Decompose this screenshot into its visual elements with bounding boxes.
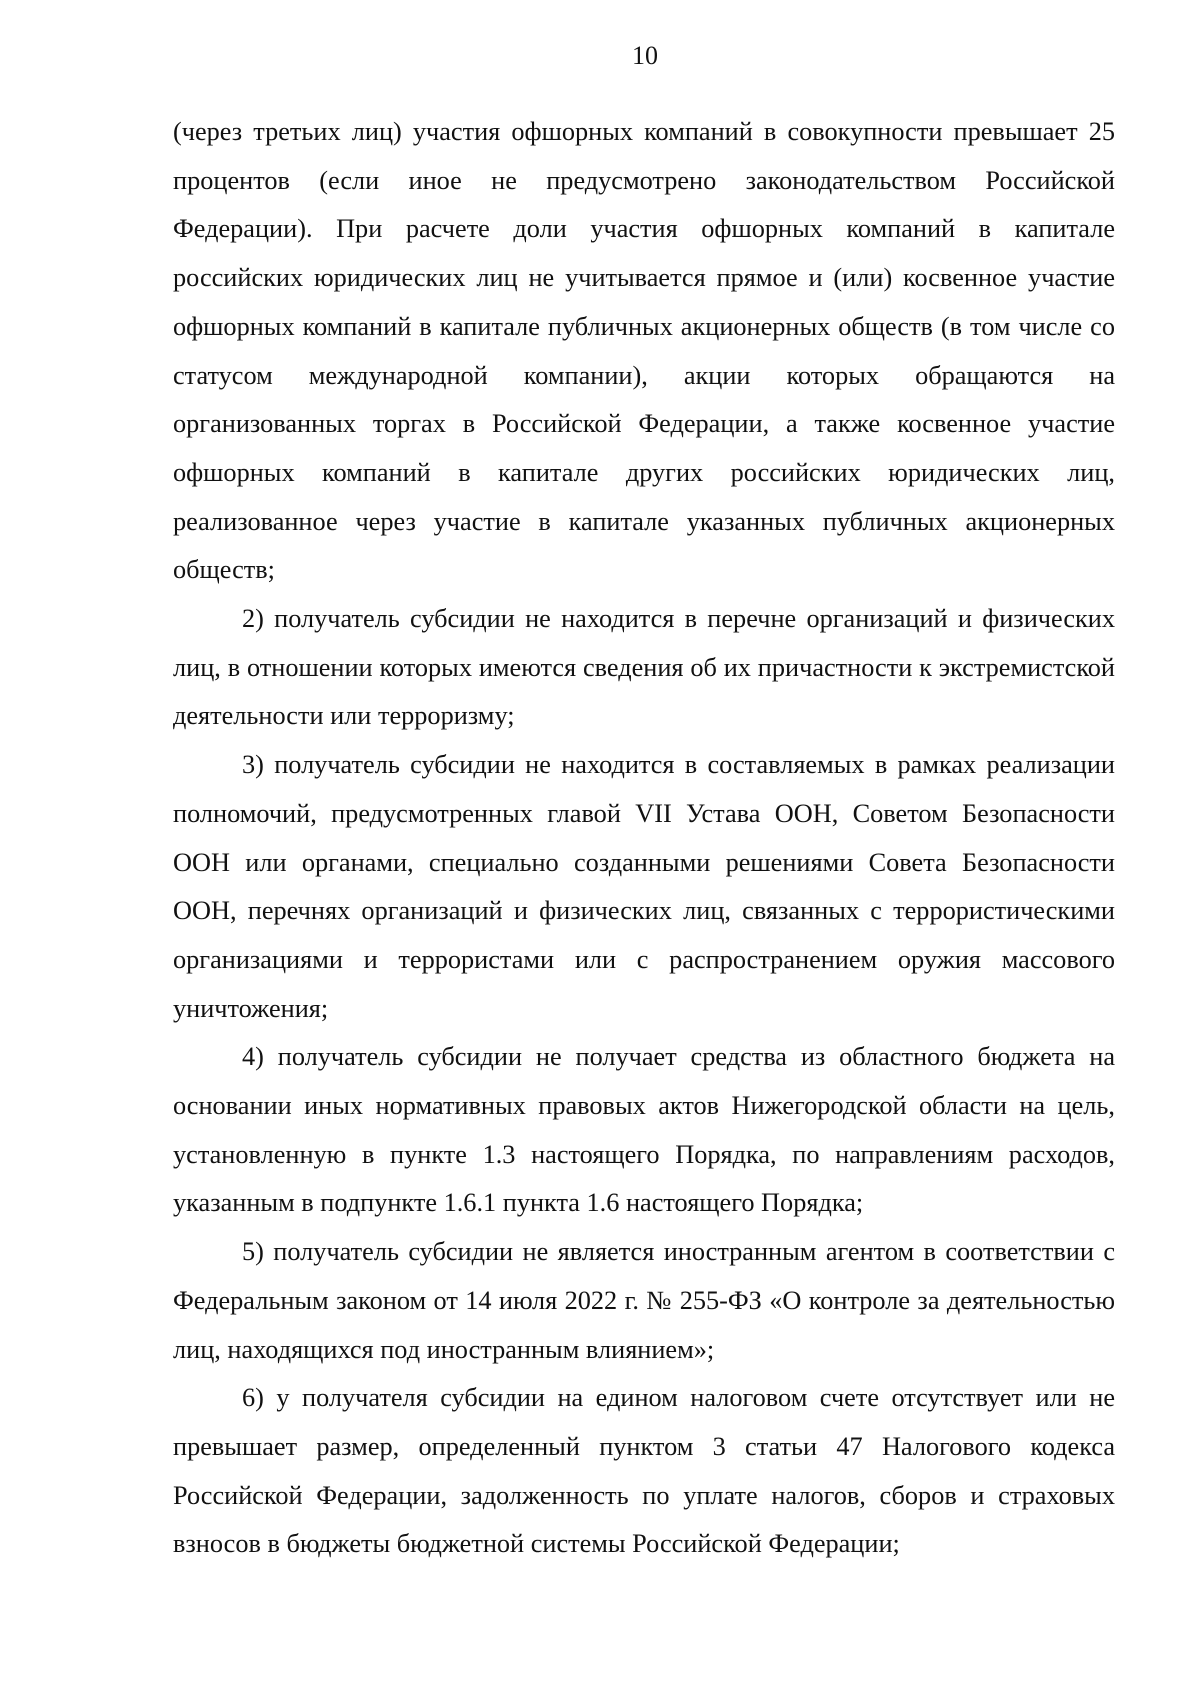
list-item-6: 6) у получателя субсидии на едином налоговом счете отсутствует или не превышает размер, определенный пунктом 3 статьи 47 Налогового кодекса Российской Федерации, задолженность по уплате налогов, сборов и страховых взносов в бюджеты бюджетной системы Российской Федерации; xyxy=(173,1383,1115,1559)
list-item-3: 3) получатель субсидии не находится в составляемых в рамках реализации полномочий, предусмотренных главой VII Устава ООН, Советом Безопасности ООН или органами, специально созданными решениями Совета Безопасности ООН, перечнях организаций и физических лиц, связанных с террористическими организациями и террористами или с распространением оружия массового уничтожения; xyxy=(173,750,1115,1023)
list-item-5: 5) получатель субсидии не является иностранным агентом в соответствии с Федеральным законом от 14 июля 2022 г. № 255-ФЗ «О контроле за деятельностью лиц, находящихся под иностранным влиянием»; xyxy=(173,1237,1115,1364)
list-item-2: 2) получатель субсидии не находится в перечне организаций и физических лиц, в отношении которых имеются сведения об их причастности к экстремистской деятельности или терроризму; xyxy=(173,604,1115,731)
list-item-4: 4) получатель субсидии не получает средства из областного бюджета на основании иных нормативных правовых актов Нижегородской области на цель, установленную в пункте 1.3 настоящего Порядка, по направлениям расходов, указанным в подпункте 1.6.1 пункта 1.6 настоящего Порядка; xyxy=(173,1042,1115,1218)
document-body xyxy=(173,108,1115,1569)
paragraph-continuation: (через третьих лиц) участия офшорных компаний в совокупности превышает 25 процентов (если иное не предусмотрено законодательством Российской Федерации). При расчете доли участия офшорных компаний в капитале российских юридических лиц не учитывается прямое и (или) косвенное участие офшорных компаний в капитале публичных акционерных обществ (в том числе со статусом международной компании), акции которых обращаются на организованных торгах в Российской Федерации, а также косвенное участие офшорных компаний в капитале других российских юридических лиц, реализованное через участие в капитале указанных публичных акционерных обществ; xyxy=(173,117,1115,585)
page-number: 10 xyxy=(632,41,658,70)
